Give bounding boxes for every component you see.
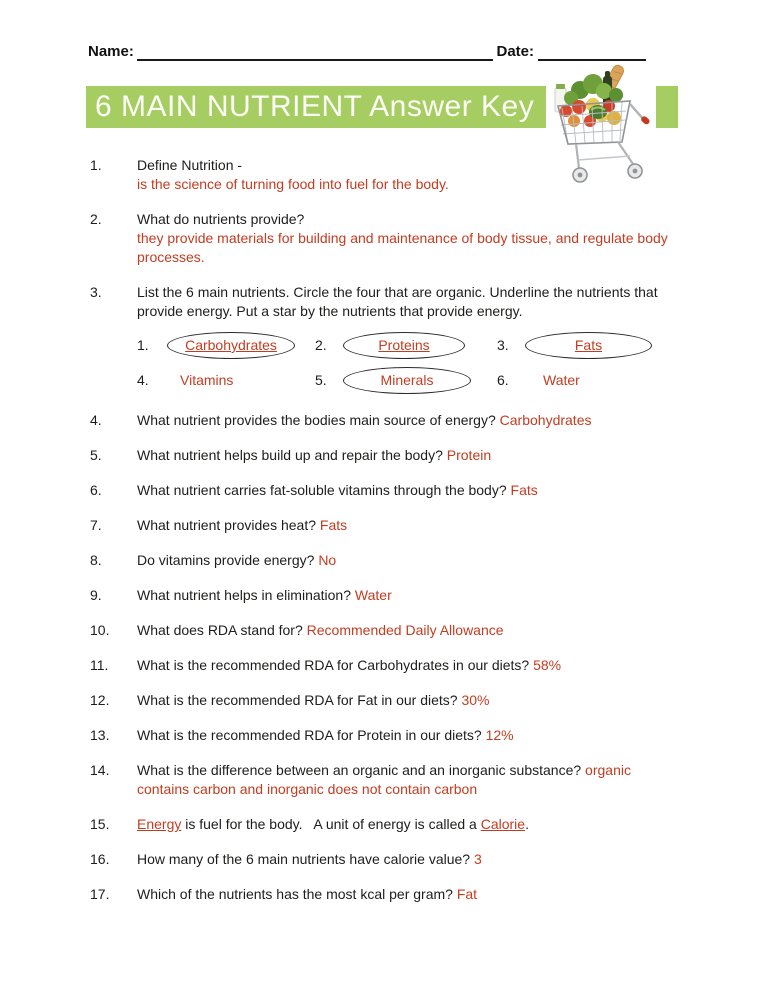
nutrient-number: 2. [315,337,327,353]
answer-text: Water [354,587,392,603]
nutrient-item-water [497,367,682,394]
question-number: 2. [90,211,102,227]
question-text: What is the difference between an organic and an inorganic substance? [137,762,582,778]
question-12 [90,691,682,710]
question-text: What is the recommended RDA for Protein in our diets? [137,727,482,743]
answer-text: Protein [446,447,492,463]
answer-text: 58% [533,657,562,673]
question-number: 11. [90,657,109,673]
question-text: What nutrient provides heat? [137,517,316,533]
question-number: 4. [90,412,102,428]
question-number: 9. [90,587,102,603]
answer-text: 30% [461,692,490,708]
question-16 [90,850,682,869]
question-text: Which of the nutrients has the most kcal per gram? [137,886,453,902]
nutrient-list [137,332,682,394]
page-title: 6 MAIN NUTRIENT Answer Key [95,90,535,123]
nutrient-row-1 [137,332,682,359]
nutrient-number: 4. [137,372,149,388]
answer-text: organic contains carbon and inorganic does not contain carbon [137,762,631,797]
question-number: 1. [90,157,102,173]
nutrient-circle-minerals: Minerals [343,367,471,394]
question-text: What is the recommended RDA for Fat in our diets? [137,692,458,708]
question-number: 13. [90,727,110,743]
question-number: 15. [90,816,110,832]
question-7 [90,516,682,535]
nutrient-item-carbohydrates [137,332,315,359]
question-number: 14. [90,762,110,778]
question-text: What nutrient carries fat-soluble vitamins through the body? [137,482,507,498]
answer-text: Fat [456,886,478,902]
nutrient-item-vitamins [137,367,315,394]
nutrient-number: 5. [315,372,327,388]
fill-in-calorie: Calorie [480,816,526,832]
question-text: What nutrient helps build up and repair the body? [137,447,443,463]
date-blank-line [538,44,646,61]
question-1 [90,156,682,194]
sentence-period: . [525,816,529,832]
nutrient-number: 3. [497,337,509,353]
question-text: Do vitamins provide energy? [137,552,315,568]
nutrient-circle-carbohydrates: Carbohydrates [167,332,295,359]
nutrient-item-proteins [315,332,497,359]
question-9 [90,586,682,605]
answer-text: Carbohydrates [499,412,592,428]
question-text: Define Nutrition - [137,157,243,173]
question-text: How many of the 6 main nutrients have calorie value? [137,851,471,867]
question-4 [90,411,682,430]
question-text: is fuel for the body. A unit of energy is called a [181,816,481,832]
nutrient-item-fats [497,332,682,359]
answer-text: Recommended Daily Allowance [306,622,504,638]
question-number: 8. [90,552,102,568]
question-number: 12. [90,692,110,708]
questions-list [90,156,682,920]
name-blank-line [137,44,494,61]
question-text: What does RDA stand for? [137,622,303,638]
name-label: Name: [88,43,134,60]
question-number: 17. [90,886,110,902]
question-text: What nutrient helps in elimination? [137,587,352,603]
answer-text: No [318,552,337,568]
nutrient-label-water: Water [543,372,580,388]
nutrient-label-vitamins: Vitamins [180,372,234,388]
question-6 [90,481,682,500]
nutrient-number: 6. [497,372,509,388]
fill-in-energy: Energy [137,816,182,832]
question-text: What nutrient provides the bodies main source of energy? [137,412,496,428]
question-5 [90,446,682,465]
answer-text: Fats [510,482,538,498]
nutrient-item-minerals [315,367,497,394]
date-label: Date: [496,43,534,60]
answer-text: Fats [319,517,348,533]
question-11 [90,656,682,675]
nutrient-circle-fats: Fats [525,332,652,359]
question-number: 7. [90,517,102,533]
question-2 [90,210,682,267]
nutrient-row-2 [137,367,682,394]
question-10 [90,621,682,640]
question-number: 10. [90,622,110,638]
nutrient-number: 1. [137,337,149,353]
question-text: List the 6 main nutrients. Circle the four that are organic. Underline the nutrients that provide energy. Put a star by the nutrients that provide energy. [137,284,658,319]
answer-text: 3 [473,851,482,867]
question-3 [90,283,682,321]
answer-text: is the science of turning food into fuel for the body. [137,176,449,192]
answer-text: 12% [485,727,514,743]
name-date-row [88,42,646,61]
question-8 [90,551,682,570]
question-17 [90,885,682,904]
question-number: 3. [90,284,102,300]
answer-text: they provide materials for building and maintenance of body tissue, and regulate body processes. [137,230,668,265]
question-13 [90,726,682,745]
question-number: 5. [90,447,102,463]
question-number: 16. [90,851,110,867]
nutrient-circle-proteins: Proteins [343,332,465,359]
question-text: What is the recommended RDA for Carbohydrates in our diets? [137,657,530,673]
question-text: What do nutrients provide? [137,211,305,227]
question-15 [90,815,682,834]
question-14 [90,761,682,799]
question-number: 6. [90,482,102,498]
